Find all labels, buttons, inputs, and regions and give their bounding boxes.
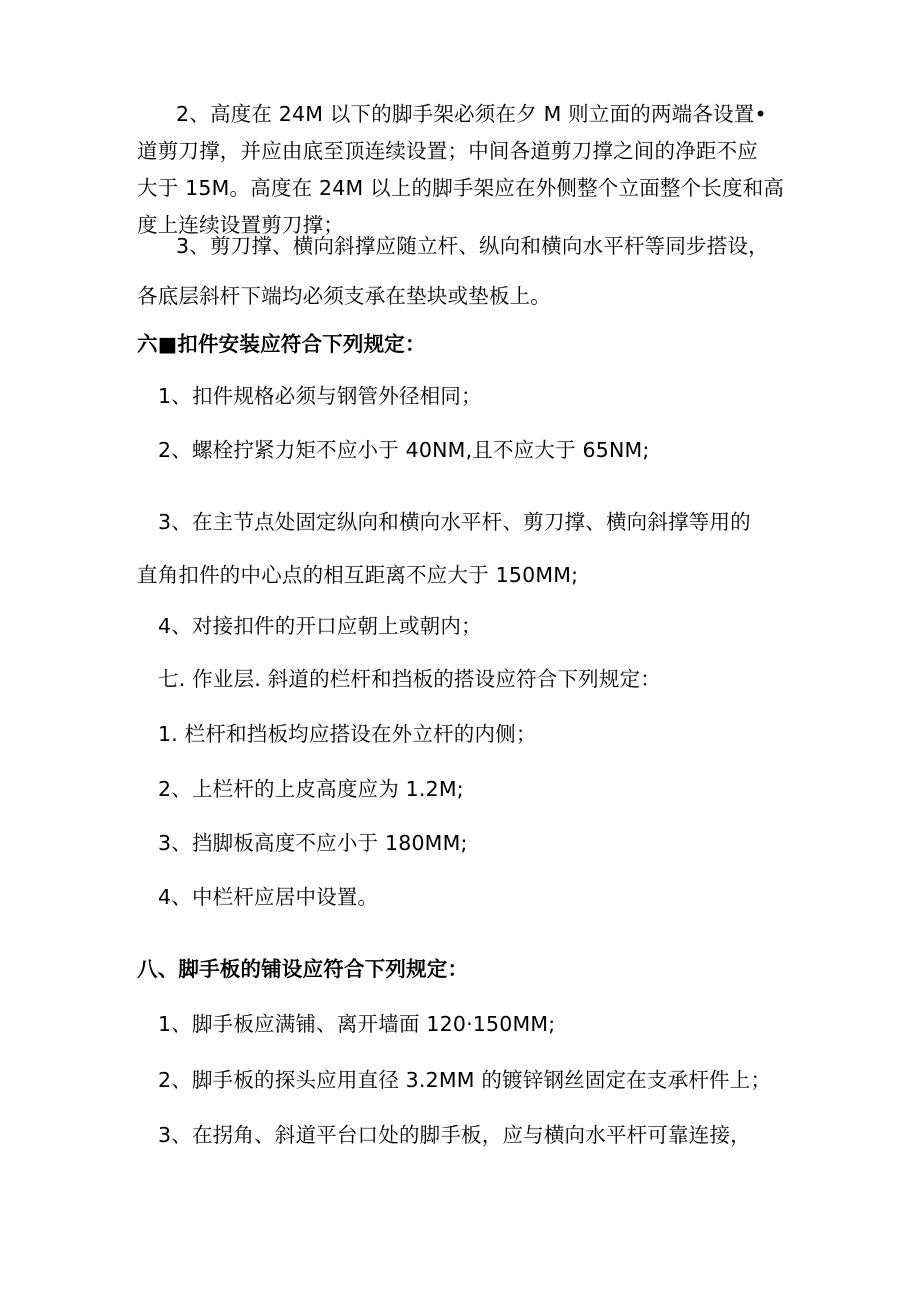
- text-line-4: 度上连续设置剪刀撑；: [137, 213, 344, 237]
- text-line-15: 4、中栏杆应居中设置。: [158, 885, 379, 909]
- text-line-1: 2、高度在 24M 以下的脚手架必须在夕 M 则立面的两端各设置•: [176, 102, 767, 126]
- section-heading-8: 八、脚手板的铺设应符合下列规定：: [137, 957, 469, 981]
- text-line-3: 大于 15M。高度在 24M 以上的脚手架应在外侧整个立面整个长度和高: [137, 176, 785, 200]
- text-line-11: 4、对接扣件的开口应朝上或朝内；: [158, 614, 482, 638]
- text-line-17: 2、脚手板的探头应用直径 3.2MM 的镀锌钢丝固定在支承杆件上；: [158, 1068, 772, 1092]
- text-line-7: 1、扣件规格必须与钢管外径相同；: [158, 384, 482, 408]
- text-line-8: 2、螺栓拧紧力矩不应小于 40NM,且不应大于 65NM;: [158, 438, 650, 462]
- section-heading-7: 七. 作业层. 斜道的栏杆和挡板的搭设应符合下列规定：: [158, 667, 661, 691]
- text-line-6: 各底层斜杆下端均必须支承在垫块或垫板上。: [137, 284, 551, 308]
- text-line-9: 3、在主节点处固定纵向和横向水平杆、剪刀撑、横向斜撑等用的: [158, 510, 751, 534]
- text-line-18: 3、在拐角、斜道平台口处的脚手板，应与横向水平杆可靠连接，: [158, 1123, 751, 1147]
- text-line-2: 道剪刀撑，并应由底至顶连续设置；中间各道剪刀撑之间的净距不应: [137, 139, 758, 163]
- text-line-13: 2、上栏杆的上皮高度应为 1.2M;: [158, 777, 464, 801]
- text-line-12: 1. 栏杆和挡板均应搭设在外立杆的内侧；: [158, 722, 537, 746]
- text-line-5: 3、剪刀撑、横向斜撑应随立杆、纵向和横向水平杆等同步搭设，: [176, 234, 769, 258]
- text-line-14: 3、挡脚板高度不应小于 180MM;: [158, 831, 468, 855]
- text-line-16: 1、脚手板应满铺、离开墙面 120·150MM;: [158, 1012, 556, 1036]
- section-heading-6: 六■扣件安装应符合下列规定：: [137, 332, 426, 356]
- text-line-10: 直角扣件的中心点的相互距离不应大于 150MM;: [137, 563, 579, 587]
